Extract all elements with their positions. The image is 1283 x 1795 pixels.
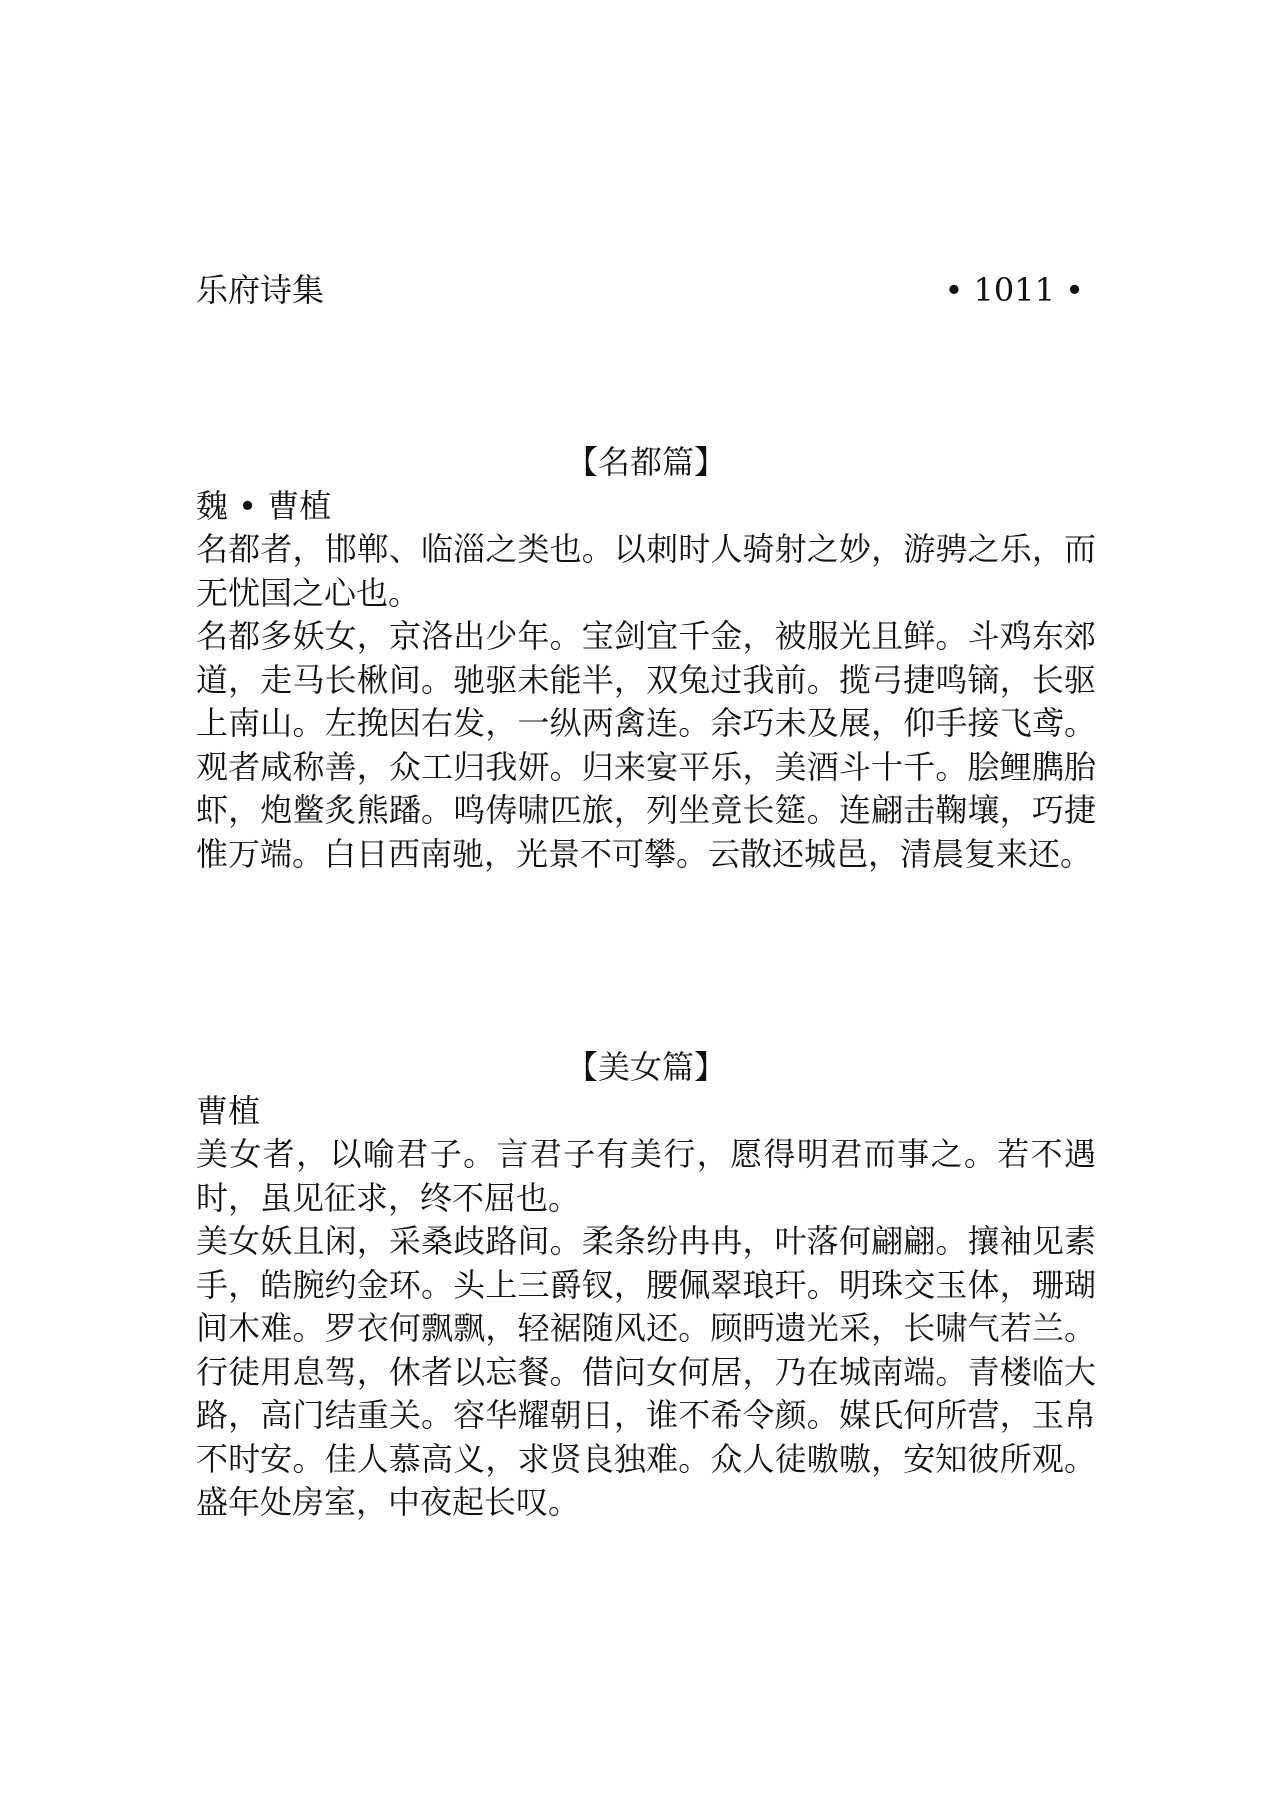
poem-preface: 名都者，邯郸、临淄之类也。以刺时人骑射之妙，游骋之乐，而无忧国之心也。 [196,530,1096,612]
poem-preface: 美女者，以喻君子。言君子有美行，愿得明君而事之。若不遇时，虽见征求，终不屈也。 [196,1135,1096,1217]
poem-author: 曹植 [196,1092,261,1130]
poem-section [196,440,1096,876]
poem-body: 美女妖且闲，采桑歧路间。柔条纷冉冉，叶落何翩翩。攘袖见素手，皓腕约金环。头上三爵钗，腰佩翠琅玕。明珠交玉体，珊瑚间木难。罗衣何飘飘，轻裾随风还。顾眄遗光采，长啸气若兰。行徒用息驾，休者以忘餐。借问女何居，乃在城南端。青楼临大路，高门结重关。容华耀朝日，谁不希令颜。媒氏何所营，玉帛不时安。佳人慕高义，求贤良独难。众人徒嗷嗷，安知彼所观。盛年处房室，中夜起长叹。 [196,1222,1096,1521]
book-title: 乐府诗集 [196,271,325,309]
page-header [196,268,1084,312]
poem-author: 魏 • 曹植 [196,487,332,525]
page-number: • 1011 • [944,271,1084,309]
poem-body: 名都多妖女，京洛出少年。宝剑宜千金，被服光且鲜。斗鸡东郊道，走马长楸间。驰驱未能半，双兔过我前。揽弓捷鸣镝，长驱上南山。左挽因右发，一纵两禽连。余巧未及展，仰手接飞鸢。观者咸称善，众工归我妍。归来宴平乐，美酒斗十千。脍鲤臇胎虾，炮鳖炙熊蹯。鸣俦啸匹旅，列坐竟长筵。连翩击鞠壤，巧捷惟万端。白日西南驰，光景不可攀。云散还城邑，清晨复来还。 [196,617,1096,873]
poem-title: 【美女篇】 [565,1048,726,1086]
poem-title: 【名都篇】 [565,443,726,481]
poem-section [196,1045,1096,1525]
